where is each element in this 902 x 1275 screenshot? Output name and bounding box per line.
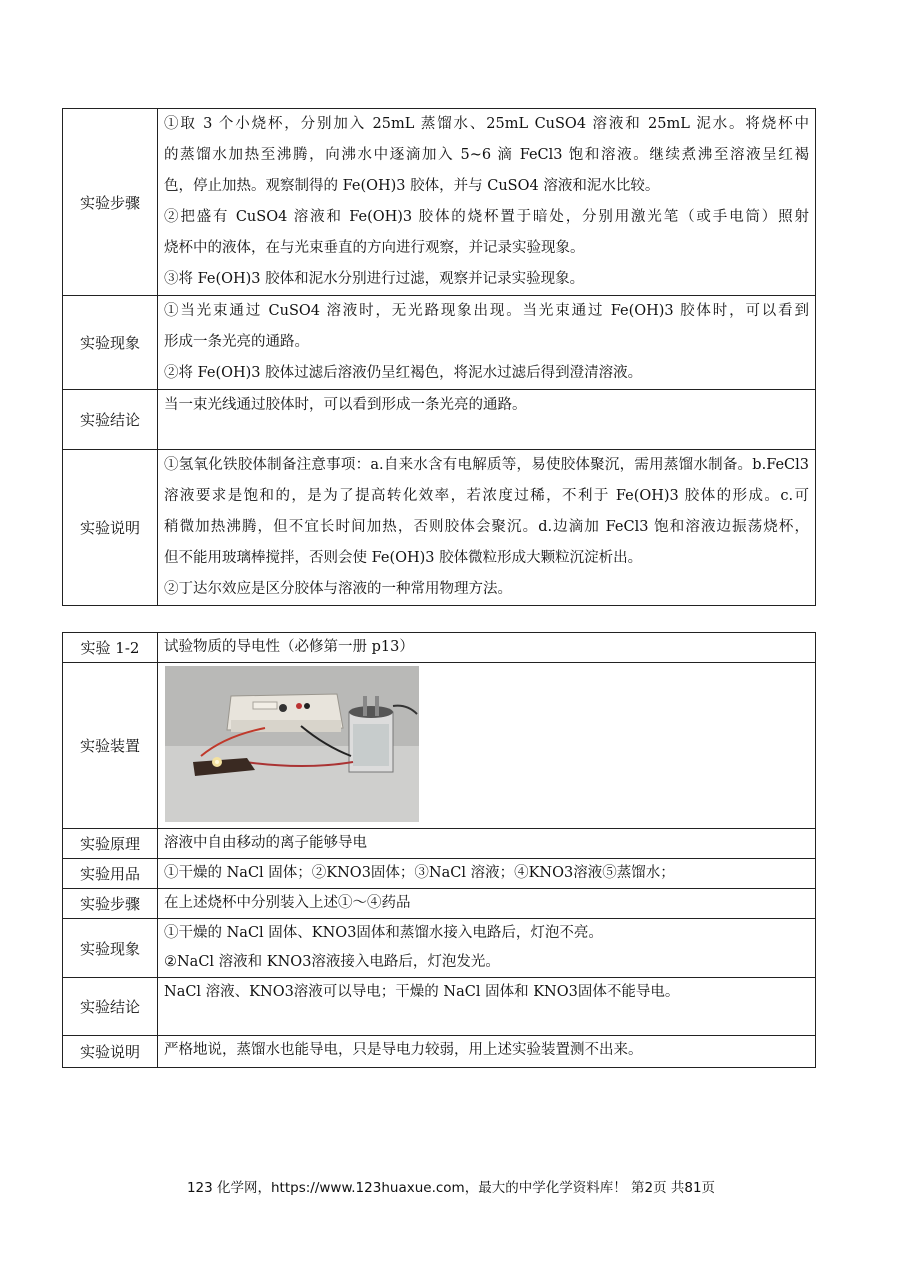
table-row (63, 859, 816, 889)
text-line: 形成一条光亮的通路。 (164, 334, 309, 350)
experiment-title-cell (158, 633, 816, 663)
conclusion-content (158, 978, 816, 1036)
conductivity-apparatus-image (165, 666, 419, 822)
principle-content (158, 829, 816, 859)
text-line: 溶液中自由移动的离子能够导电 (164, 835, 367, 851)
page-footer: 123 化学网，https://www.123huaxue.com，最大的中学化学资料库！ 第2页 共81页 (186, 1180, 716, 1196)
notes-content (158, 450, 816, 606)
text-line: ①当光束通过 CuSO4 溶液时，无光路现象出现。当光束通过 Fe(OH)3 胶体时，可以看到 (164, 303, 809, 319)
table-row (63, 1036, 816, 1068)
row-label-steps: 实验步骤 (63, 109, 158, 296)
conclusion-content (158, 390, 816, 450)
text-line: 色，停止加热。观察制得的 Fe(OH)3 胶体，并与 CuSO4 溶液和泥水比较。 (164, 178, 660, 194)
row-label-apparatus: 实验装置 (63, 663, 158, 829)
experiment-table-conductivity (62, 632, 816, 1068)
text-line: 稍微加热沸腾，但不宜长时间加热，否则胶体会聚沉。d.边滴加 FeCl3 饱和溶液边振荡烧杯， (164, 519, 809, 535)
text-line: ②NaCl 溶液和 KNO3溶液接入电路后，灯泡发光。 (164, 954, 500, 970)
text-line: ②丁达尔效应是区分胶体与溶液的一种常用物理方法。 (164, 581, 512, 597)
notes-content (158, 1036, 816, 1068)
table-row (63, 633, 816, 663)
text-line: 烧杯中的液体，在与光束垂直的方向进行观察，并记录实验现象。 (164, 240, 585, 256)
text-line: ①干燥的 NaCl 固体；②KNO3固体；③NaCl 溶液；④KNO3溶液⑤蒸馏水； (164, 865, 675, 881)
row-label-principle: 实验原理 (63, 829, 158, 859)
text-line: ②把盛有 CuSO4 溶液和 Fe(OH)3 胶体的烧杯置于暗处，分别用激光笔（或手电筒）照射 (164, 209, 809, 225)
apparatus-cell (158, 663, 816, 829)
text-line: 溶液要求是饱和的，是为了提高转化效率，若浓度过稀，不利于 Fe(OH)3 胶体的形成。c.可 (164, 488, 809, 504)
row-label-conclusion: 实验结论 (63, 978, 158, 1036)
row-label-materials: 实验用品 (63, 859, 158, 889)
text-line: ①氢氧化铁胶体制备注意事项：a.自来水含有电解质等，易使胶体聚沉，需用蒸馏水制备。b.FeCl3 (164, 457, 809, 473)
steps-content (158, 109, 816, 296)
table-row (63, 889, 816, 919)
experiment-table-colloid (62, 108, 816, 606)
text-line: ③将 Fe(OH)3 胶体和泥水分别进行过滤，观察并记录实验现象。 (164, 271, 585, 287)
steps-content (158, 889, 816, 919)
table-row (63, 829, 816, 859)
table-row (63, 390, 816, 450)
text-line: 严格地说，蒸馏水也能导电，只是导电力较弱，用上述实验装置测不出来。 (164, 1042, 643, 1058)
row-label-notes: 实验说明 (63, 450, 158, 606)
table-row (63, 919, 816, 978)
text-line: ②将 Fe(OH)3 胶体过滤后溶液仍呈红褐色，将泥水过滤后得到澄清溶液。 (164, 365, 643, 381)
phenomena-content (158, 296, 816, 390)
table-row (63, 296, 816, 390)
experiment-number: 实验 1-2 (63, 633, 158, 663)
table-row (63, 450, 816, 606)
materials-content (158, 859, 816, 889)
text-line: NaCl 溶液、KNO3溶液可以导电；干燥的 NaCl 固体和 KNO3固体不能导电。 (164, 984, 680, 1000)
row-label-steps: 实验步骤 (63, 889, 158, 919)
table-row (63, 109, 816, 296)
row-label-conclusion: 实验结论 (63, 390, 158, 450)
row-label-phenomena: 实验现象 (63, 919, 158, 978)
phenomena-content (158, 919, 816, 978)
row-label-phenomena: 实验现象 (63, 296, 158, 390)
text-line: 当一束光线通过胶体时，可以看到形成一条光亮的通路。 (164, 397, 527, 413)
text-line: 但不能用玻璃棒搅拌，否则会使 Fe(OH)3 胶体微粒形成大颗粒沉淀析出。 (164, 550, 643, 566)
text-line: ①取 3 个小烧杯，分别加入 25mL 蒸馏水、25mL CuSO4 溶液和 25mL 泥水。将烧杯中 (164, 116, 809, 132)
text-line: 在上述烧杯中分别装入上述①～④药品 (164, 895, 411, 911)
table-row (63, 978, 816, 1036)
row-label-notes: 实验说明 (63, 1036, 158, 1068)
apparatus-photo (165, 666, 419, 822)
text-line: 的蒸馏水加热至沸腾，向沸水中逐滴加入 5~6 滴 FeCl3 饱和溶液。继续煮沸至溶液呈红褐 (164, 147, 809, 163)
text-line: ①干燥的 NaCl 固体、KNO3固体和蒸馏水接入电路后，灯泡不亮。 (164, 925, 603, 941)
table-row (63, 663, 816, 829)
experiment-title: 试验物质的导电性（必修第一册 p13） (164, 639, 414, 655)
